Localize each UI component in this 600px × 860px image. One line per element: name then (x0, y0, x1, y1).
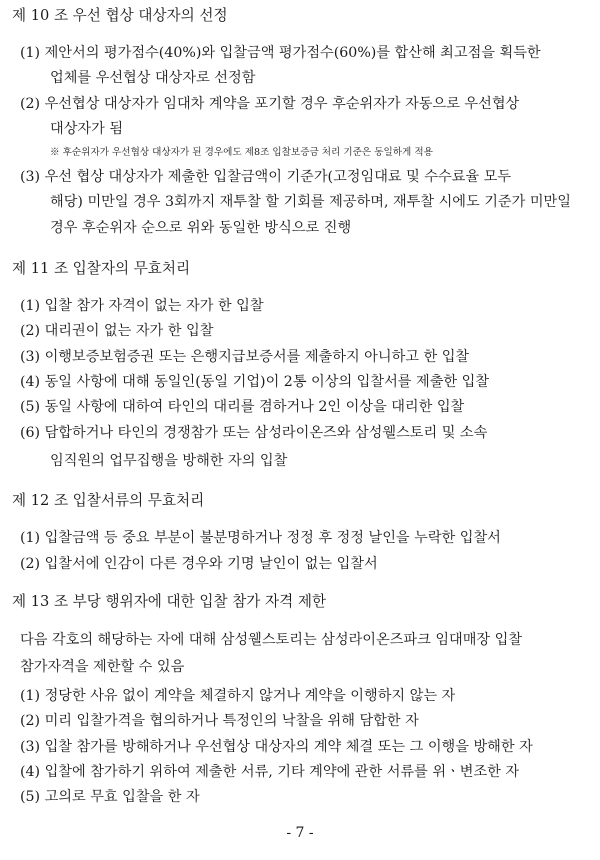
article-10-item-1: (1) 제안서의 평가점수(40%)와 입찰금액 평가점수(60%)를 합산해 최고점을 획득한 (20, 45, 541, 61)
article-10-item-2-cont: 대상자가 됨 (50, 121, 124, 137)
article-11-item-6: (6) 담합하거나 타인의 경쟁참가 또는 삼성라이온즈와 삼성웰스토리 및 소속 (20, 425, 488, 441)
article-13-item-3: (3) 입찰 참가를 방해하거나 우선협상 대상자의 계약 체결 또는 그 이행을 방해한 자 (20, 739, 533, 755)
article-11-title: 제 11 조 입찰자의 무효처리 (12, 260, 191, 277)
article-11-item-2: (2) 대리권이 없는 자가 한 입찰 (20, 323, 214, 339)
article-13-intro: 다음 각호의 해당하는 자에 대해 삼성웰스토리는 삼성라이온즈파크 임대매장 입찰 (20, 632, 523, 648)
article-13-title: 제 13 조 부당 행위자에 대한 입찰 참가 자격 제한 (12, 593, 327, 610)
article-13-item-4: (4) 입찰에 참가하기 위하여 제출한 서류, 기타 계약에 관한 서류를 위ㆍ변조한 자 (20, 764, 520, 780)
article-11-item-1: (1) 입찰 참가 자격이 없는 자가 한 입찰 (20, 298, 264, 314)
article-12-item-1: (1) 입찰금액 등 중요 부분이 불분명하거나 정정 후 정정 날인을 누락한 입찰서 (20, 530, 501, 546)
article-10-item-2: (2) 우선협상 대상자가 임대차 계약을 포기할 경우 후순위자가 자동으로 우선협상 (20, 96, 520, 112)
article-13-item-1: (1) 정당한 사유 없이 계약을 체결하지 않거나 계약을 이행하지 않는 자 (20, 688, 456, 704)
article-12-item-2: (2) 입찰서에 인감이 다른 경우와 기명 날인이 없는 입찰서 (20, 556, 378, 572)
article-10-item-3-cont-1: 해당) 미만일 경우 3회까지 재투찰 할 기회를 제공하며, 재투찰 시에도 기준가 미만일 (50, 194, 571, 210)
article-13-item-2: (2) 미리 입찰가격을 협의하거나 특정인의 낙찰을 위해 담합한 자 (20, 713, 419, 729)
page-number: - 7 - (286, 825, 314, 841)
article-11-item-4: (4) 동일 사항에 대해 동일인(동일 기업)이 2통 이상의 입찰서를 제출한 입찰 (20, 374, 490, 390)
article-10-note: ※ 후순위자가 우선협상 대상자가 된 경우에도 제8조 입찰보증금 처리 기준은 동일하게 적용 (50, 147, 433, 158)
article-12-title: 제 12 조 입찰서류의 무효처리 (12, 492, 205, 509)
article-11-item-6-cont: 임직원의 업무집행을 방해한 자의 입찰 (50, 453, 288, 469)
article-10-item-3: (3) 우선 협상 대상자가 제출한 입찰금액이 기준가(고정임대료 및 수수료율 모두 (20, 169, 512, 185)
article-10-title: 제 10 조 우선 협상 대상자의 선정 (12, 7, 228, 24)
article-11-item-3: (3) 이행보증보험증권 또는 은행지급보증서를 제출하지 아니하고 한 입찰 (20, 349, 470, 365)
article-10-item-3-cont-2: 경우 후순위자 순으로 위와 동일한 방식으로 진행 (50, 220, 352, 236)
article-10-item-1-cont: 업체를 우선협상 대상자로 선정함 (50, 70, 256, 86)
article-13-item-5: (5) 고의로 무효 입찰을 한 자 (20, 789, 200, 805)
article-11-item-5: (5) 동일 사항에 대하여 타인의 대리를 겸하거나 2인 이상을 대리한 입찰 (20, 399, 465, 415)
article-13-intro-cont: 참가자격을 제한할 수 있음 (20, 659, 185, 675)
